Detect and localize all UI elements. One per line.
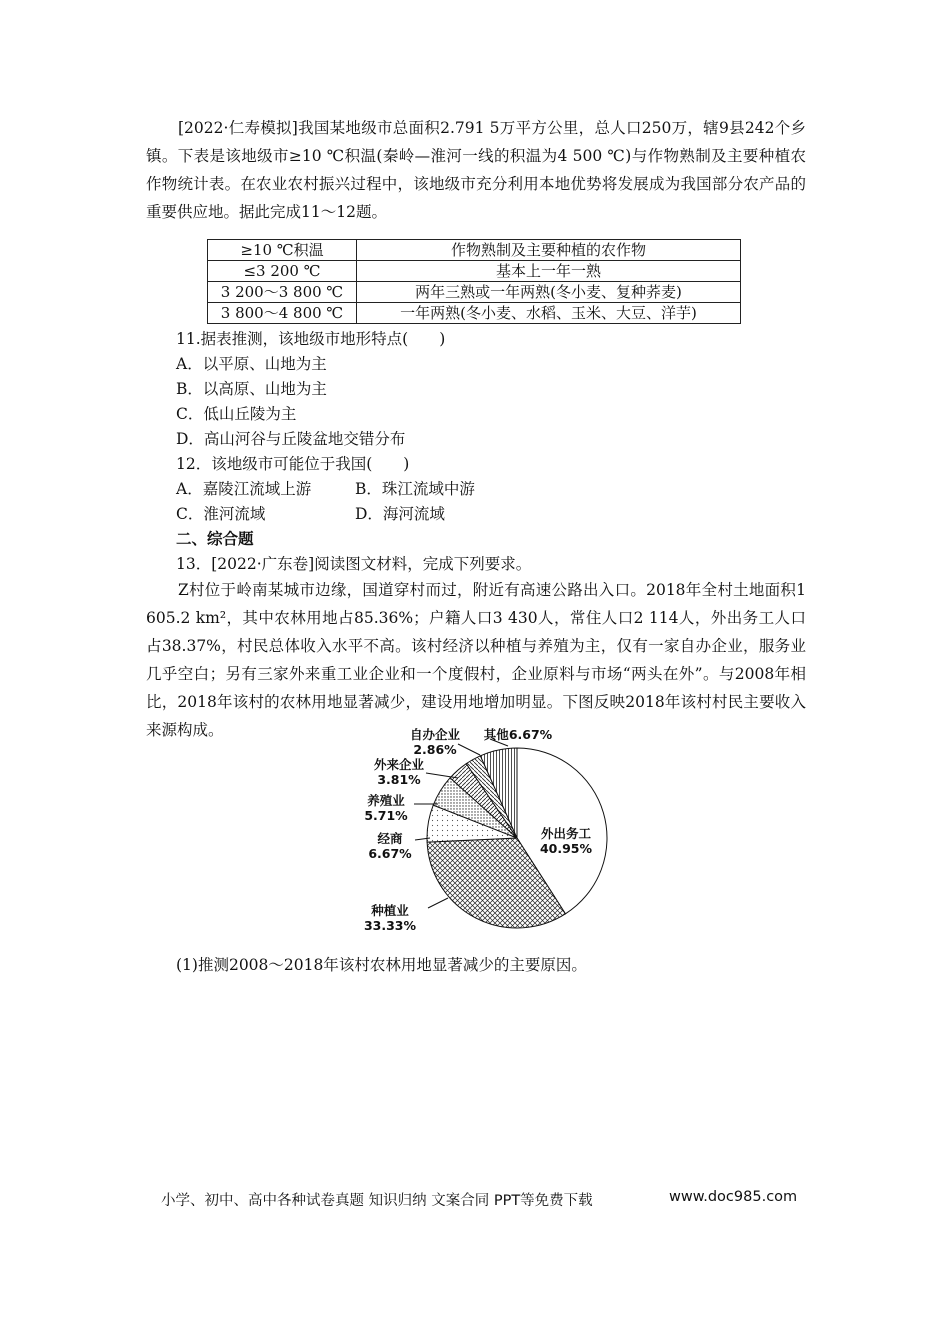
question-13-material: Z村位于岭南某城市边缘，国道穿村而过，附近有高速公路出入口。2018年全村土地面积1 605.2 km²，其中农林用地占85.36%；户籍人口3 430人，常住人口2 114人，外出务工人口占38.37%，村民总体收入水平不高。该村经济以种植与养殖为主，仅有一家自办企业，服务业几乎空白；另有三家外来重工业企业和一个度假村，企业原料与市场“两头在外”。与2008年相比，2018年该村的农林用地显著减少，建设用地增加明显。下图反映2018年该村村民主要收入来源构成。 xyxy=(146,581,806,739)
table-cell: 3 200～3 800 ℃ xyxy=(208,282,357,303)
label-jingshang-value: 6.67% xyxy=(368,846,412,861)
question-11-stem: 11.据表推测，该地级市地形特点( ) xyxy=(176,330,446,348)
question-11-option-b: B．以高原、山地为主 xyxy=(176,380,327,398)
question-13-sub-1: (1)推测2008～2018年该村农林用地显著减少的主要原因。 xyxy=(176,956,587,974)
question-11-option-c: C．低山丘陵为主 xyxy=(176,405,297,423)
table-header-cell: ≥10 ℃积温 xyxy=(208,240,357,261)
label-qita: 其他6.67% xyxy=(483,727,553,742)
table-header-row xyxy=(208,240,741,261)
table-cell: 两年三熟或一年两熟(冬小麦、复种荞麦) xyxy=(357,282,741,303)
label-ziban-value: 2.86% xyxy=(413,742,457,757)
question-12-option-a: A．嘉陵江流域上游 xyxy=(176,480,312,498)
table-header-cell: 作物熟制及主要种植的农作物 xyxy=(357,240,741,261)
leader-line-ziban xyxy=(458,744,480,755)
label-jingshang-name: 经商 xyxy=(377,831,403,846)
income-pie-chart xyxy=(330,718,630,950)
page-footer xyxy=(161,1189,801,1210)
question-12-stem: 12．该地级市可能位于我国( ) xyxy=(176,455,410,473)
table-cell: 基本上一年一熟 xyxy=(357,261,741,282)
label-zhongzhi-value: 33.33% xyxy=(363,918,417,933)
footer-url[interactable]: www.doc985.com xyxy=(669,1189,798,1205)
intro-paragraph: [2022·仁寿模拟]我国某地级市总面积2.791 5万平方公里，总人口250万，辖9县242个乡镇。下表是该地级市≥10 ℃积温(秦岭—淮河一线的积温为4 500 ℃)与作物熟制及主要种植农作物统计表。在农业农村振兴过程中，该地级市充分利用本地优势将发展成为我国部分农产品的重要供应地。据此完成11～12题。 xyxy=(146,119,806,221)
question-12-option-c: C．淮河流域 xyxy=(176,505,266,523)
statistics-table xyxy=(207,239,741,324)
table-row xyxy=(208,303,741,324)
label-yangzhi-value: 5.71% xyxy=(364,808,408,823)
table-row xyxy=(208,261,741,282)
label-wailai-name: 外来企业 xyxy=(373,757,425,772)
section-heading: 二、综合题 xyxy=(176,529,254,548)
label-waichu-value: 40.95% xyxy=(539,841,593,856)
footer-text: 小学、初中、高中各种试卷真题 知识归纳 文案合同 PPT等免费下载 xyxy=(161,1193,593,1209)
question-11-option-a: A．以平原、山地为主 xyxy=(176,355,327,373)
question-11-option-d: D．高山河谷与丘陵盆地交错分布 xyxy=(176,430,406,448)
table-cell: 一年两熟(冬小麦、水稻、玉米、大豆、洋芋) xyxy=(357,303,741,324)
label-wailai-value: 3.81% xyxy=(377,772,421,787)
label-zhongzhi-name: 种植业 xyxy=(371,903,409,918)
label-yangzhi-name: 养殖业 xyxy=(367,793,405,808)
leader-line-zhongzhi xyxy=(428,898,448,908)
question-12-option-b: B．珠江流域中游 xyxy=(355,480,475,498)
question-13-stem: 13．[2022·广东卷]阅读图文材料，完成下列要求。 xyxy=(176,555,532,573)
label-ziban-name: 自办企业 xyxy=(409,727,461,742)
table-cell: ≤3 200 ℃ xyxy=(208,261,357,282)
label-waichu-name: 外出务工 xyxy=(540,826,592,841)
table-row xyxy=(208,282,741,303)
table-cell: 3 800～4 800 ℃ xyxy=(208,303,357,324)
question-12-option-d: D．海河流域 xyxy=(355,505,445,523)
